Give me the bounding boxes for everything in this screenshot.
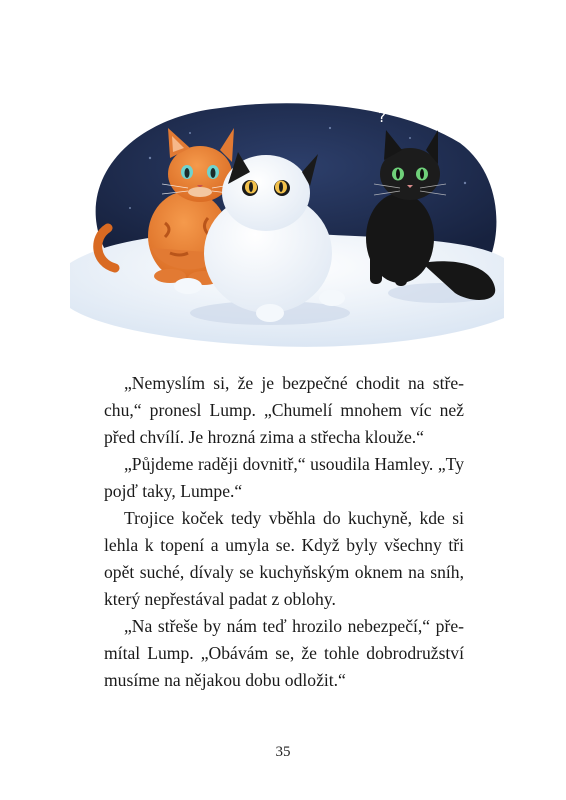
text-line: mítal Lump. „Obávám se, že tohle dobrodružství	[104, 643, 464, 663]
paragraph-4	[104, 613, 464, 694]
question-mark: ?	[378, 108, 386, 126]
cats-in-snow-illustration	[70, 88, 504, 350]
text-line: „Půjdeme raději dovnitř,“ usoudila Hamley. „Ty	[124, 454, 464, 474]
text-line: „Na střeše by nám teď hrozilo nebezpečí,“ pře-	[124, 616, 464, 636]
paragraph-2	[104, 451, 464, 505]
paragraph-1	[104, 370, 464, 451]
text-line: „Nemyslím si, že je bezpečné chodit na stře-	[124, 373, 464, 393]
story-text	[104, 370, 464, 694]
page-number: 35	[275, 744, 291, 760]
text-line: opět suché, dívaly se kuchyňským oknem na sníh,	[104, 562, 464, 582]
text-line: lehla k topení a umyla se. Když byly všechny tři	[104, 535, 464, 555]
text-line: chu,“ pronesl Lump. „Chumelí mnohem víc než	[104, 400, 464, 420]
text-line: pojď taky, Lumpe.“	[104, 481, 243, 501]
text-line: musíme na nějakou dobu odložit.“	[104, 670, 346, 690]
paragraph-3	[104, 505, 464, 613]
text-line: Trojice koček tedy vběhla do kuchyně, kde si	[124, 508, 464, 528]
text-line: který nepřestával padat z oblohy.	[104, 589, 336, 609]
text-line: před chvílí. Je hrozná zima a střecha klouže.“	[104, 427, 424, 447]
